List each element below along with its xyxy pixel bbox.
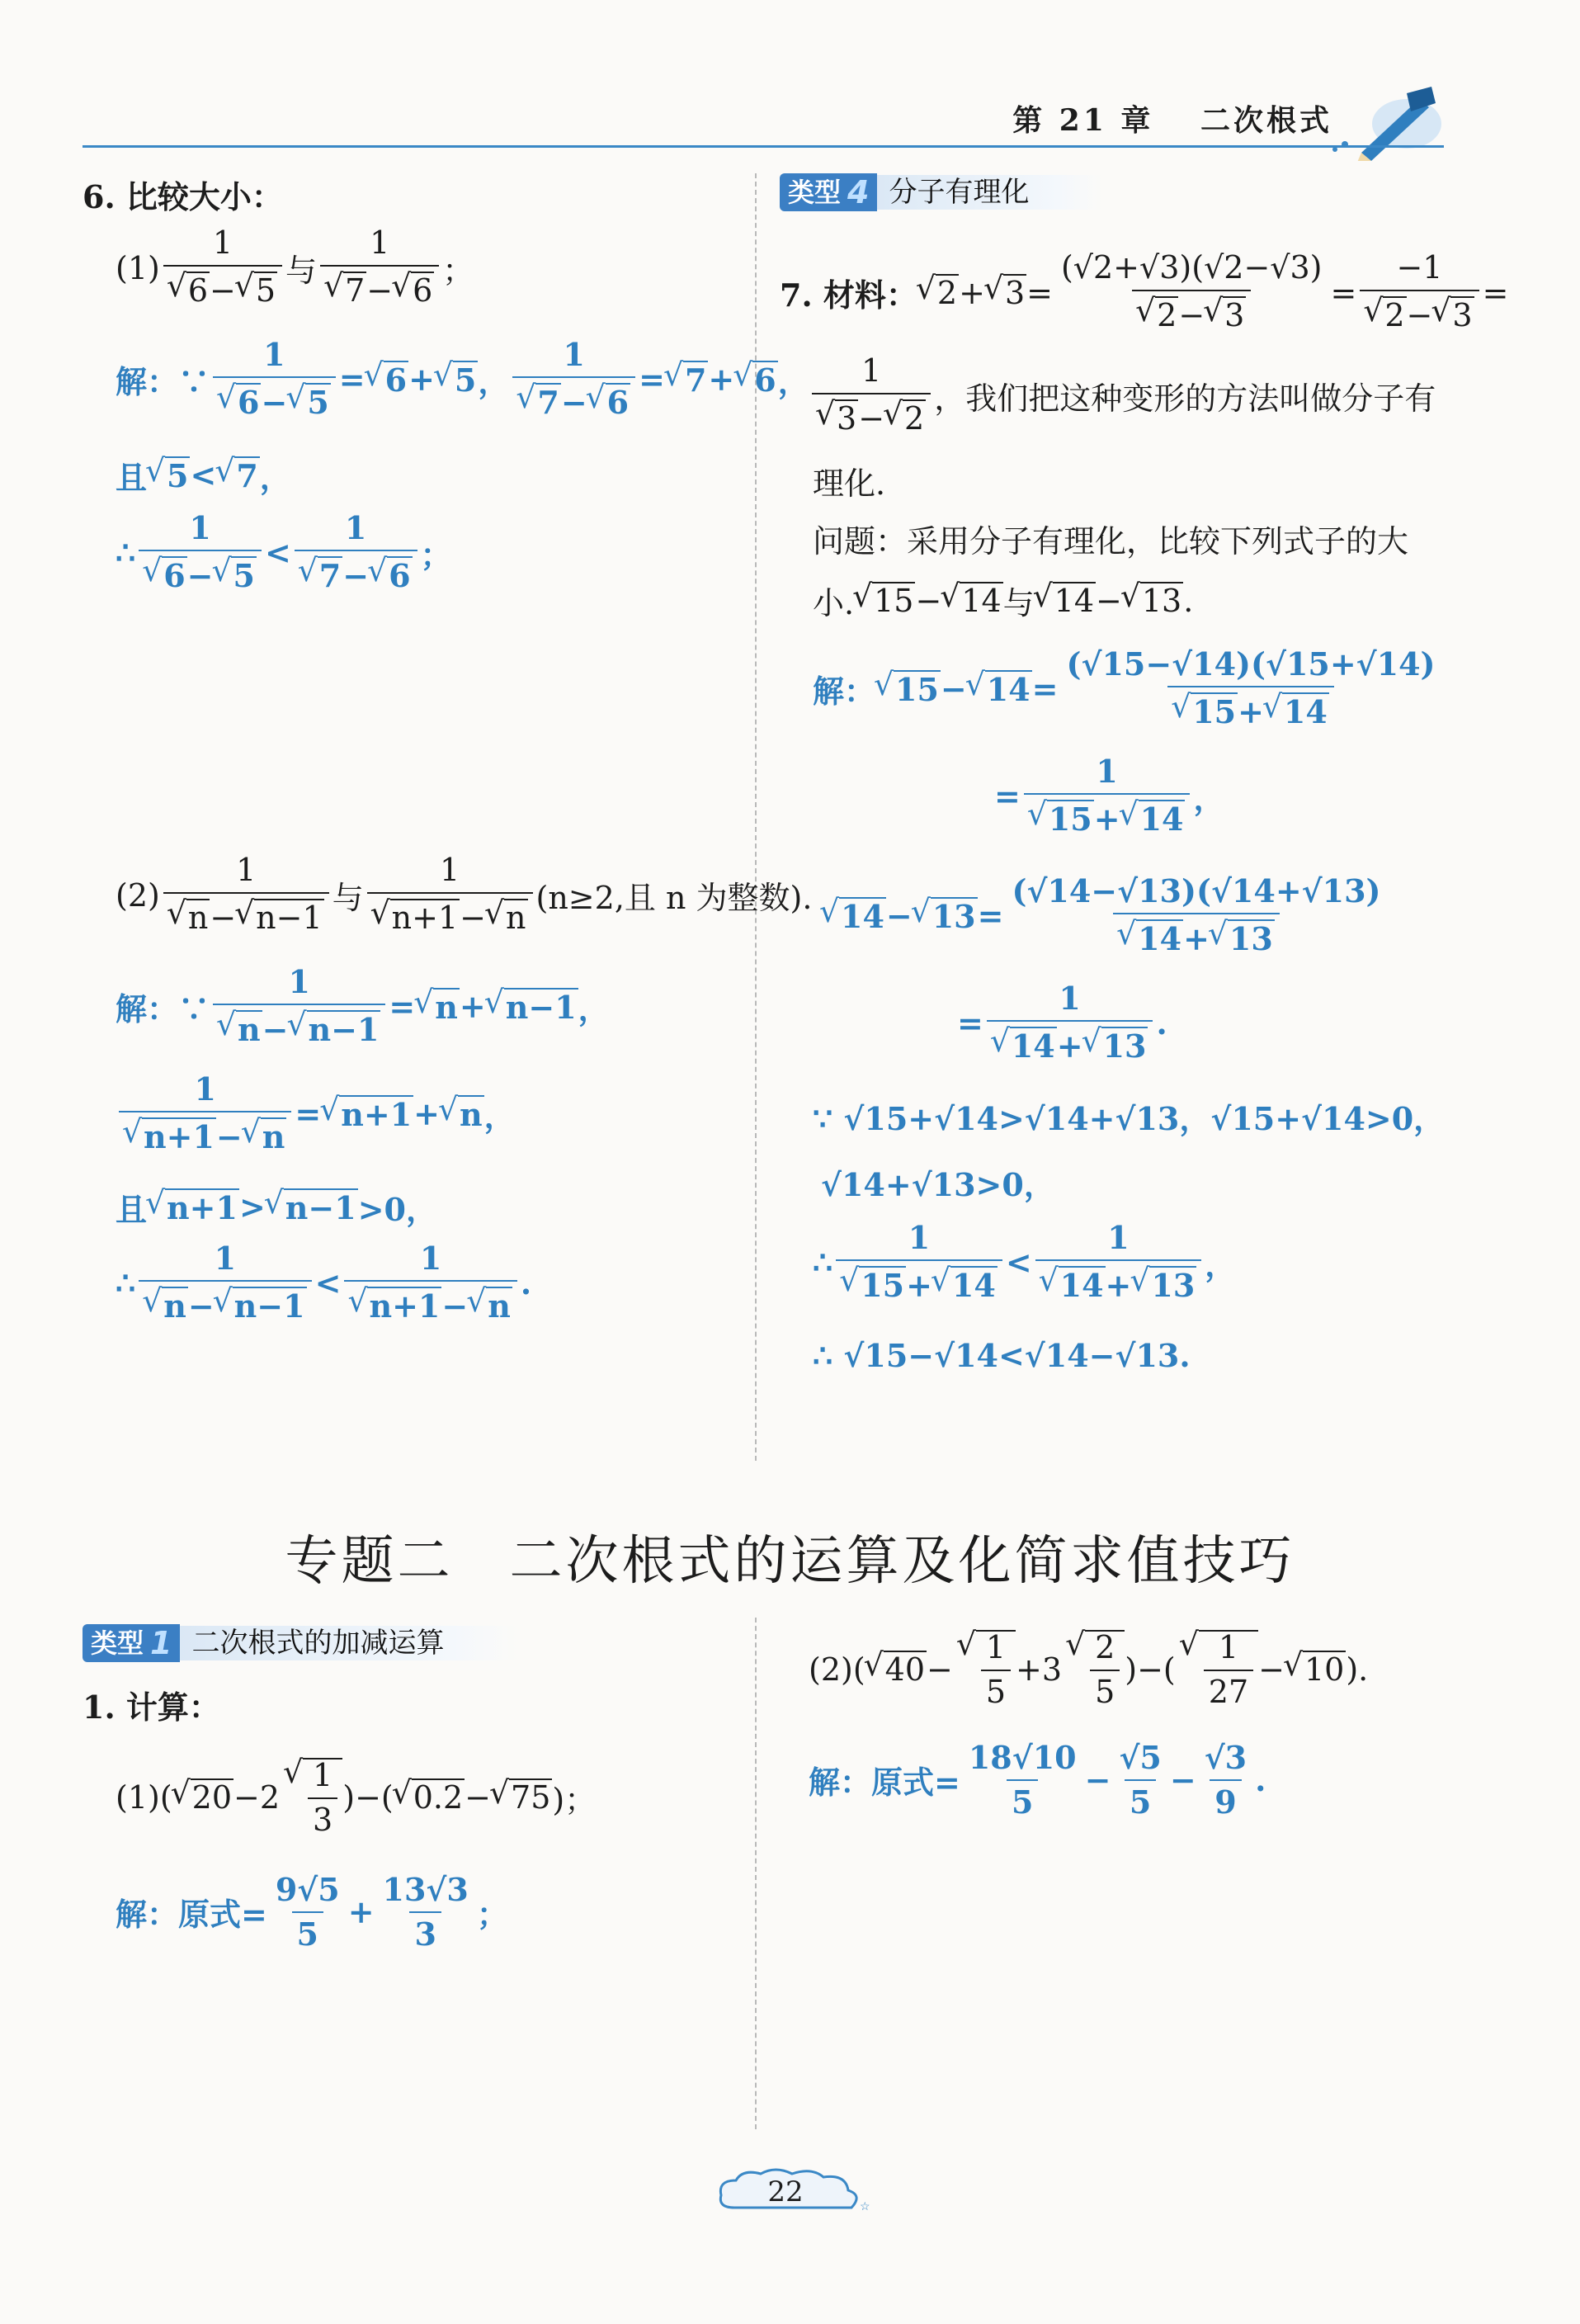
q6-solution2-line1: 解：∵ 1 √ n−√ n−1 = √ n + √ n−1 ， xyxy=(116,966,610,1048)
header-rule xyxy=(83,145,1444,148)
q6-solution2-line4: ∴ 1 √ n−√ n−1 < 1 √ n+1−√ n . xyxy=(116,1242,531,1325)
chapter-title: 二次根式 xyxy=(1200,103,1332,138)
q1-solution2: 解：原式= $\frac{18√10}{5}$ − $\frac{√5}{5}$ − $\frac{√3}{9}$ . xyxy=(809,1739,1266,1821)
q1-title: 1. 计算： xyxy=(83,1689,220,1726)
q7-line2: 1 √ 3−√ 2 ，我们把这种变形的方法叫做分子有 xyxy=(809,355,1436,437)
q7-solution-line8: ∴ √15−√14<√14−√13. xyxy=(813,1337,1191,1374)
chapter-label: 第 21 章 xyxy=(1012,103,1154,138)
header-title xyxy=(1012,97,1332,139)
type4-badge: 类型 4 分子有理化 xyxy=(780,173,1103,211)
page-number: 22 xyxy=(767,2175,804,2208)
q7-solution-line2: = 1 √ 15+√ 14 ， xyxy=(994,755,1224,838)
q6-title: 6. 比较大小： xyxy=(83,178,283,215)
column-divider xyxy=(755,1618,757,2129)
q1-part1: (1) ( √ 20 −2 √ $\frac{1}{3}$ ) −( √ 0.2 − √ 75 )； xyxy=(116,1758,596,1837)
q7-solution-line5: ∵ √15+√14>√14+√13，√15+√14>0， xyxy=(813,1100,1446,1137)
q7-line1: 7. 材料： √ 2 + √ 3 = (√2+√3)(√2−√3) √ 2−√ 3 = −1 √ 2−√ 3 = xyxy=(780,252,1508,334)
q7-line5: 小. √ 15 − √ 14 与 √ 14 − √ 13 . xyxy=(813,578,1193,623)
q1-solution1: 解：原式= $\frac{9√5}{5}$ + $\frac{13√3}{3}$ ； xyxy=(116,1871,508,1953)
type1-badge: 类型 1 二次根式的加减运算 xyxy=(83,1624,518,1662)
q6-solution1-line1: 解：∵ 1 √ 6−√ 5 = √ 6 + √ 5 ， 1 √ 7−√ 6 = √ 7 + √ 6 ， xyxy=(116,338,809,421)
q6-solution1-line2: 且 √ 5 < √ 7 ， xyxy=(116,452,291,498)
pencil-icon xyxy=(1328,78,1444,161)
q6-part2: (2) 1 √ n−√ n−1 与 1 √ n+1−√ n (n≥2,且 n 为整数). xyxy=(116,854,812,937)
q6-solution2-line3: 且 √ n+1 > √ n−1 >0， xyxy=(116,1184,437,1230)
q7-solution-line7: ∴ 1 √ 15+√ 14 < 1 √ 14+√ 13 ， xyxy=(813,1221,1236,1304)
q6-solution1-line3: ∴ 1 √ 6−√ 5 < 1 √ 7−√ 6 ； xyxy=(116,512,452,594)
q1-part2: (2) ( √ 40 − √ $\frac{1}{5}$ +3 √ $\frac{2}{5}$ )−( √ $\frac{1}{27}$ − √ 10 ) . xyxy=(809,1630,1368,1709)
q6-part1: (1) 1 √ 6−√ 5 与 1 √ 7−√ 6 ； xyxy=(116,227,474,309)
q7-solution-line4: = 1 √ 14+√ 13 . xyxy=(957,982,1167,1065)
page-number-cloud xyxy=(710,2162,875,2220)
q7-solution-line6: √14+√13>0， xyxy=(821,1166,1055,1203)
q7-line4: 问题：采用分子有理化，比较下列式子的大 xyxy=(813,523,1409,560)
q7-solution-line1: 解： √ 15 − √ 14 = (√15−√14)(√15+√14) √ 15+√ 14 xyxy=(813,648,1444,730)
q7-solution-line3: √ 14 − √ 13 = (√14−√13)(√14+√13) √ 14+√ 13 xyxy=(821,875,1389,957)
svg-text:☆: ☆ xyxy=(860,2200,870,2213)
topic-title: 专题二 二次根式的运算及化简求值技巧 xyxy=(285,1531,1295,1592)
q6-solution2-line2: 1 √ n+1−√ n = √ n+1 + √ n ， xyxy=(116,1073,516,1155)
q7-line3: 理化. xyxy=(813,465,886,502)
